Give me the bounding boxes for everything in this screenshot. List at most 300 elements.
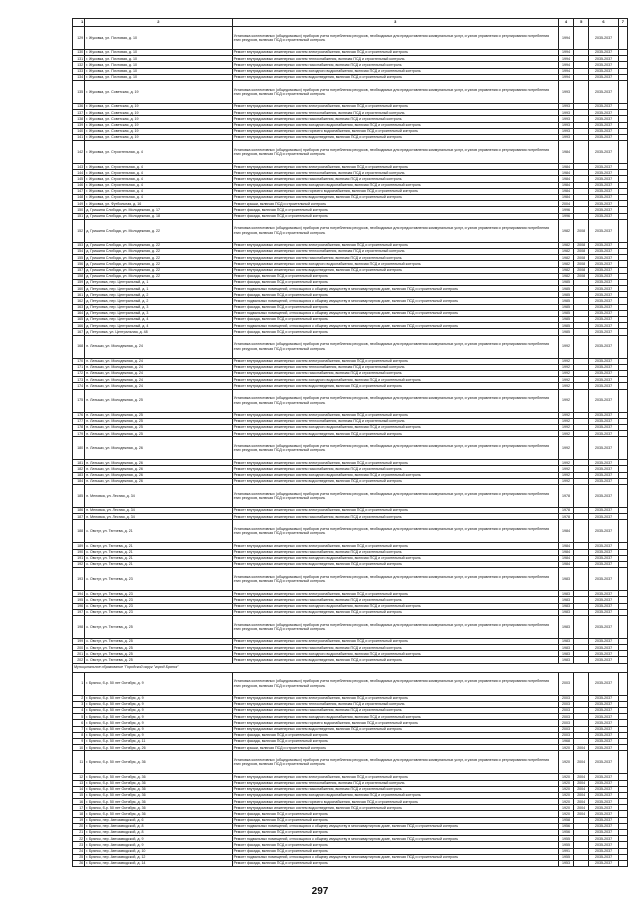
planned-period-cell: 2035-2037 [589, 786, 618, 792]
address-cell: п. Латыши, ул. Молодежная, д. 24 [85, 370, 232, 376]
work-type-cell: Ремонт внутридомовых инженерных систем водоотведения, включая ПСД и строительный контроль [232, 431, 558, 437]
work-type-cell: Ремонт фасада, включая ПСД и строительный контроль [232, 213, 558, 219]
planned-period-cell: 2035-2037 [589, 848, 618, 854]
address-cell: г. Жуковка, ул. Советская, д. 19 [85, 122, 232, 128]
work-type-cell: Ремонт внутридомовых инженерных систем электроснабжения, включая ПСД и строительный контроль [232, 103, 558, 109]
commission-year-cell: 1992 [558, 335, 573, 358]
work-type-cell: Ремонт крыши, включая ПСД и строительный контроль [232, 201, 558, 207]
planned-period-cell: 2035-2037 [589, 358, 618, 364]
commission-year-cell: 1983 [558, 591, 573, 597]
commission-year-cell: 1984 [558, 549, 573, 555]
commission-year-cell: 1920 [558, 811, 573, 817]
overhaul-year-cell [574, 860, 589, 866]
table-row [73, 568, 628, 591]
planned-period-cell: 2035-2037 [589, 466, 618, 472]
row-number-cell: 197 [73, 609, 85, 615]
row-number-cell: 6 [73, 720, 85, 726]
row-number-cell: 194 [73, 591, 85, 597]
work-type-cell: Ремонт внутридомовых инженерных систем холодного водоснабжения, включая ПСД и строительный контроль [232, 122, 558, 128]
planned-period-cell: 2035-2037 [589, 609, 618, 615]
row-number-cell: 137 [73, 110, 85, 116]
row-number-cell: 144 [73, 170, 85, 176]
commission-year-cell: 1985 [558, 286, 573, 292]
table-row [73, 80, 628, 103]
empty-cell [618, 141, 627, 164]
address-cell: г. Брянск, б-р. 50 лет Октября, д. 36 [85, 751, 232, 774]
overhaul-year-cell [574, 568, 589, 591]
overhaul-year-cell [574, 437, 589, 460]
row-number-cell: 132 [73, 62, 85, 68]
row-number-cell: 164 [73, 310, 85, 316]
work-type-cell: Ремонт внутридомовых инженерных систем теплоснабжения, включая ПСД и строительный контроль [232, 170, 558, 176]
commission-year-cell: 1985 [558, 329, 573, 335]
overhaul-year-cell: 2004 [574, 780, 589, 786]
planned-period-cell: 2035-2037 [589, 335, 618, 358]
work-type-cell: Ремонт внутридомовых инженерных систем газоснабжения, включая ПСД и строительный контроль [232, 370, 558, 376]
address-cell: г. Брянск, пер. Автозаводской, д. 6 [85, 817, 232, 823]
work-type-cell: Ремонт подвальных помещений, относящихся к общему имуществу в многоквартирном доме, включая ПСД и строительный контроль [232, 286, 558, 292]
commission-year-cell: 2003 [558, 726, 573, 732]
commission-year-cell: 1996 [558, 213, 573, 219]
planned-period-cell: 2035-2037 [589, 555, 618, 561]
address-cell: д. Гришина Слобода, ул. Молодежная, д. 22 [85, 242, 232, 248]
commission-year-cell: 1982 [558, 248, 573, 254]
planned-period-cell: 2035-2037 [589, 304, 618, 310]
planned-period-cell: 2035-2037 [589, 182, 618, 188]
work-type-cell: Ремонт фасада, включая ПСД и строительный контроль [232, 830, 558, 836]
commission-year-cell: 1996 [558, 207, 573, 213]
planned-period-cell: 2035-2037 [589, 799, 618, 805]
commission-year-cell: 1992 [558, 460, 573, 466]
overhaul-year-cell: 2008 [574, 242, 589, 248]
commission-year-cell: 1992 [558, 377, 573, 383]
work-type-cell: Ремонт внутридомовых инженерных систем электроснабжения, включая ПСД и строительный контроль [232, 412, 558, 418]
planned-period-cell: 2035-2037 [589, 860, 618, 866]
address-cell: д. Гришина Слобода, ул. Молодежная, д. 22 [85, 261, 232, 267]
overhaul-year-cell [574, 389, 589, 412]
row-number-cell: 175 [73, 389, 85, 412]
work-type-cell: Ремонт внутридомовых инженерных систем холодного водоснабжения, включая ПСД и строительный контроль [232, 68, 558, 74]
empty-cell [618, 335, 627, 358]
overhaul-year-cell [574, 141, 589, 164]
address-cell: п. Латыши, ул. Молодежная, д. 24 [85, 377, 232, 383]
planned-period-cell: 2035-2037 [589, 603, 618, 609]
work-type-cell: Ремонт внутридомовых инженерных систем горячего водоснабжения, включая ПСД и строительный контроль [232, 799, 558, 805]
row-number-cell: 156 [73, 261, 85, 267]
planned-period-cell: 2035-2037 [589, 255, 618, 261]
planned-period-cell: 2035-2037 [589, 472, 618, 478]
address-cell: д. Петуховка, пер. Центральный, д. 3 [85, 304, 232, 310]
planned-period-cell: 2035-2037 [589, 412, 618, 418]
work-type-cell: Ремонт внутридомовых инженерных систем электроснабжения, включая ПСД и строительный контроль [232, 358, 558, 364]
planned-period-cell: 2035-2037 [589, 561, 618, 567]
planned-period-cell: 2035-2037 [589, 842, 618, 848]
table-row [73, 860, 628, 866]
work-type-cell: Ремонт внутридомовых инженерных систем холодного водоснабжения, включая ПСД и строительный контроль [232, 261, 558, 267]
address-cell: п. Латыши, ул. Молодежная, д. 24 [85, 383, 232, 389]
row-number-cell: 21 [73, 830, 85, 836]
work-type-cell: Установка коллективных (общедомовых) приборов учета потребления ресурсов, необходимых для предоставления коммунальных услуг, и узлов управления и регулирования потребления этих ресурсов, включая ПСД и строительный контроль [232, 219, 558, 242]
planned-period-cell: 2035-2037 [589, 103, 618, 109]
address-cell: с. Овстуг, ул. Тютчева, д. 25 [85, 657, 232, 663]
commission-year-cell: 1994 [558, 62, 573, 68]
work-type-cell: Ремонт внутридомовых инженерных систем электроснабжения, включая ПСД и строительный контроль [232, 774, 558, 780]
address-cell: с. Овстуг, ул. Тютчева, д. 21 [85, 561, 232, 567]
work-type-cell: Установка коллективных (общедомовых) приборов учета потребления ресурсов, необходимых для предоставления коммунальных услуг, и узлов управления и регулирования потребления этих ресурсов, включая ПСД и строительный контроль [232, 335, 558, 358]
address-cell: г. Жуковка, ул. Советская, д. 19 [85, 103, 232, 109]
planned-period-cell: 2035-2037 [589, 273, 618, 279]
row-number-cell: 173 [73, 377, 85, 383]
row-number-cell: 154 [73, 248, 85, 254]
work-type-cell: Ремонт внутридомовых инженерных систем холодного водоснабжения, включая ПСД и строительный контроль [232, 603, 558, 609]
work-type-cell: Ремонт внутридомовых инженерных систем водоотведения, включая ПСД и строительный контроль [232, 383, 558, 389]
address-cell: г. Жуковка, ул. Советская, д. 19 [85, 116, 232, 122]
overhaul-year-cell [574, 335, 589, 358]
planned-period-cell: 2035-2037 [589, 248, 618, 254]
commission-year-cell: 1982 [558, 261, 573, 267]
planned-period-cell: 2035-2037 [589, 383, 618, 389]
commission-year-cell: 2003 [558, 695, 573, 701]
row-number-cell: 165 [73, 317, 85, 323]
planned-period-cell: 2035-2037 [589, 27, 618, 50]
work-type-cell: Ремонт внутридомовых инженерных систем холодного водоснабжения, включая ПСД и строительный контроль [232, 651, 558, 657]
planned-period-cell: 2035-2037 [589, 651, 618, 657]
address-cell: д. Гришина Слобода, ул. Молодежная, д. 22 [85, 255, 232, 261]
commission-year-cell: 1992 [558, 472, 573, 478]
address-cell: г. Брянск, б-р. 50 лет Октября, д. 36 [85, 774, 232, 780]
address-cell: п. Латыши, ул. Молодежная, д. 26 [85, 460, 232, 466]
empty-cell [618, 751, 627, 774]
address-cell: г. Жуковка, ул. Почтовая, д. 10 [85, 27, 232, 50]
address-cell: г. Жуковка, ул. Почтовая, д. 10 [85, 68, 232, 74]
commission-year-cell: 1993 [558, 103, 573, 109]
planned-period-cell: 2035-2037 [589, 122, 618, 128]
commission-year-cell: 1993 [558, 122, 573, 128]
address-cell: г. Жуковка, ул. Почтовая, д. 10 [85, 50, 232, 56]
table-row [73, 751, 628, 774]
commission-year-cell: 1956 [558, 830, 573, 836]
work-type-cell: Установка коллективных (общедомовых) приборов учета потребления ресурсов, необходимых для предоставления коммунальных услуг, и узлов управления и регулирования потребления этих ресурсов, включая ПСД и строительный контроль [232, 615, 558, 638]
row-number-cell: 151 [73, 213, 85, 219]
planned-period-cell: 2035-2037 [589, 854, 618, 860]
planned-period-cell: 2035-2037 [589, 708, 618, 714]
row-number-cell: 168 [73, 335, 85, 358]
planned-period-cell: 2035-2037 [589, 110, 618, 116]
planned-period-cell: 2035-2037 [589, 460, 618, 466]
row-number-cell: 18 [73, 811, 85, 817]
commission-year-cell: 1985 [558, 279, 573, 285]
row-number-cell: 155 [73, 255, 85, 261]
work-type-cell: Ремонт внутридомовых инженерных систем электроснабжения, включая ПСД и строительный контроль [232, 543, 558, 549]
row-number-cell: 198 [73, 615, 85, 638]
row-number-cell: 140 [73, 128, 85, 134]
address-cell: с. Овстуг, ул. Тютчева, д. 23 [85, 603, 232, 609]
capital-repair-table [72, 18, 628, 867]
commission-year-cell: 1994 [558, 27, 573, 50]
commission-year-cell: 1985 [558, 323, 573, 329]
address-cell: с. Овстуг, ул. Тютчева, д. 25 [85, 615, 232, 638]
address-cell: г. Брянск, пер. Автозаводской, д. 8 [85, 830, 232, 836]
address-cell: п. Меловка, ул. Лесная, д. 34 [85, 485, 232, 508]
commission-year-cell: 1982 [558, 267, 573, 273]
commission-year-cell: 1978 [558, 514, 573, 520]
row-number-cell: 142 [73, 141, 85, 164]
overhaul-year-cell: 2008 [574, 248, 589, 254]
planned-period-cell: 2035-2037 [589, 116, 618, 122]
planned-period-cell: 2035-2037 [589, 74, 618, 80]
overhaul-year-cell: 2008 [574, 219, 589, 242]
work-type-cell: Ремонт внутридомовых инженерных систем газоснабжения, включая ПСД и строительный контроль [232, 549, 558, 555]
table-row [73, 389, 628, 412]
commission-year-cell: 1920 [558, 751, 573, 774]
address-cell: г. Жуковка, ул. Почтовая, д. 10 [85, 62, 232, 68]
commission-year-cell: 1991 [558, 848, 573, 854]
commission-year-cell: 1983 [558, 609, 573, 615]
planned-period-cell: 2035-2037 [589, 751, 618, 774]
commission-year-cell: 1978 [558, 508, 573, 514]
commission-year-cell: 1992 [558, 466, 573, 472]
empty-cell [618, 860, 627, 866]
planned-period-cell: 2035-2037 [589, 695, 618, 701]
planned-period-cell: 2035-2037 [589, 286, 618, 292]
planned-period-cell: 2035-2037 [589, 213, 618, 219]
work-type-cell: Установка коллективных (общедомовых) приборов учета потребления ресурсов, необходимых для предоставления коммунальных услуг, и узлов управления и регулирования потребления этих ресурсов, включая ПСД и строительный контроль [232, 520, 558, 543]
commission-year-cell: 1992 [558, 389, 573, 412]
work-type-cell: Ремонт внутридомовых инженерных систем холодного водоснабжения, включая ПСД и строительный контроль [232, 792, 558, 798]
planned-period-cell: 2035-2037 [589, 418, 618, 424]
commission-year-cell: 1985 [558, 310, 573, 316]
work-type-cell: Ремонт фасада, включая ПСД и строительный контроль [232, 279, 558, 285]
address-cell: г. Жуковка, ул. Строительная, д. 4 [85, 164, 232, 170]
commission-year-cell: 1984 [558, 176, 573, 182]
row-number-cell: 13 [73, 780, 85, 786]
row-number-cell: 187 [73, 514, 85, 520]
overhaul-year-cell [574, 520, 589, 543]
commission-year-cell: 1992 [558, 383, 573, 389]
row-number-cell: 176 [73, 412, 85, 418]
commission-year-cell: 1992 [558, 431, 573, 437]
work-type-cell: Ремонт внутридомовых инженерных систем электроснабжения, включая ПСД и строительный контроль [232, 638, 558, 644]
row-number-cell: 159 [73, 279, 85, 285]
column-header: 5 [574, 19, 589, 27]
row-number-cell: 148 [73, 195, 85, 201]
commission-year-cell: 1992 [558, 418, 573, 424]
planned-period-cell: 2035-2037 [589, 323, 618, 329]
work-type-cell: Ремонт внутридомовых инженерных систем газоснабжения, включая ПСД и строительный контроль [232, 514, 558, 520]
planned-period-cell: 2035-2037 [589, 549, 618, 555]
row-number-cell: 131 [73, 56, 85, 62]
table-row [73, 485, 628, 508]
row-number-cell: 11 [73, 751, 85, 774]
overhaul-year-cell: 2004 [574, 751, 589, 774]
address-cell: г. Брянск, б-р. 50 лет Октября, д. 9 [85, 701, 232, 707]
work-type-cell: Ремонт фасада, включая ПСД и строительный контроль [232, 317, 558, 323]
work-type-cell: Ремонт внутридомовых инженерных систем газоснабжения, включая ПСД и строительный контроль [232, 466, 558, 472]
row-number-cell: 149 [73, 201, 85, 207]
row-number-cell: 170 [73, 358, 85, 364]
section-header-row [73, 663, 628, 672]
empty-cell [618, 80, 627, 103]
row-number-cell: 152 [73, 219, 85, 242]
planned-period-cell: 2035-2037 [589, 720, 618, 726]
work-type-cell: Ремонт внутридомовых инженерных систем теплоснабжения, включая ПСД и строительный контроль [232, 701, 558, 707]
row-number-cell: 160 [73, 286, 85, 292]
planned-period-cell: 2035-2037 [589, 638, 618, 644]
work-type-cell: Ремонт внутридомовых инженерных систем горячего водоснабжения, включая ПСД и строительный контроль [232, 720, 558, 726]
commission-year-cell: 1982 [558, 255, 573, 261]
row-number-cell: 196 [73, 603, 85, 609]
overhaul-year-cell: 2004 [574, 774, 589, 780]
address-cell: г. Брянск, б-р. 50 лет Октября, д. 26 [85, 745, 232, 751]
address-cell: д. Гришина Слобода, ул. Молодежная, д. 22 [85, 273, 232, 279]
row-number-cell: 201 [73, 651, 85, 657]
commission-year-cell: 1982 [558, 273, 573, 279]
row-number-cell: 150 [73, 207, 85, 213]
planned-period-cell: 2035-2037 [589, 298, 618, 304]
overhaul-year-cell: 2008 [574, 267, 589, 273]
commission-year-cell: 1992 [558, 424, 573, 430]
row-number-cell: 12 [73, 774, 85, 780]
work-type-cell: Ремонт внутридомовых инженерных систем водоотведения, включая ПСД и строительный контроль [232, 657, 558, 663]
work-type-cell: Ремонт внутридомовых инженерных систем теплоснабжения, включая ПСД и строительный контроль [232, 56, 558, 62]
overhaul-year-cell: 2004 [574, 792, 589, 798]
register-sheet [72, 18, 628, 867]
address-cell: г. Брянск, пер. Автозаводской, д. 8 [85, 823, 232, 829]
table-row [73, 335, 628, 358]
commission-year-cell: 1992 [558, 412, 573, 418]
row-number-cell: 8 [73, 732, 85, 738]
commission-year-cell: 1978 [558, 485, 573, 508]
row-number-cell: 15 [73, 792, 85, 798]
work-type-cell: Ремонт внутридомовых инженерных систем газоснабжения, включая ПСД и строительный контроль [232, 708, 558, 714]
planned-period-cell: 2035-2037 [589, 170, 618, 176]
row-number-cell: 23 [73, 842, 85, 848]
address-cell: с. Овстуг, ул. Тютчева, д. 21 [85, 543, 232, 549]
commission-year-cell: 1920 [558, 745, 573, 751]
planned-period-cell: 2035-2037 [589, 176, 618, 182]
column-header: 4 [558, 19, 573, 27]
address-cell: д. Петуховка, ул. Центральная, д. 48 [85, 329, 232, 335]
row-number-cell: 10 [73, 745, 85, 751]
overhaul-year-cell: 2008 [574, 261, 589, 267]
address-cell: п. Латыши, ул. Молодежная, д. 26 [85, 437, 232, 460]
work-type-cell: Ремонт фасада, включая ПСД и строительный контроль [232, 304, 558, 310]
work-type-cell: Установка коллективных (общедомовых) приборов учета потребления ресурсов, необходимых для предоставления коммунальных услуг, и узлов управления и регулирования потребления этих ресурсов, включая ПСД и строительный контроль [232, 141, 558, 164]
work-type-cell: Ремонт внутридомовых инженерных систем горячего водоснабжения, включая ПСД и строительный контроль [232, 128, 558, 134]
commission-year-cell: 1993 [558, 80, 573, 103]
address-cell: п. Латыши, ул. Молодежная, д. 26 [85, 478, 232, 484]
work-type-cell: Ремонт внутридомовых инженерных систем водоотведения, включая ПСД и строительный контроль [232, 561, 558, 567]
work-type-cell: Ремонт внутридомовых инженерных систем электроснабжения, включая ПСД и строительный контроль [232, 164, 558, 170]
address-cell: г. Жуковка, ул. Почтовая, д. 10 [85, 74, 232, 80]
address-cell: д. Петуховка, пер. Центральный, д. 2 [85, 298, 232, 304]
planned-period-cell: 2035-2037 [589, 389, 618, 412]
planned-period-cell: 2035-2037 [589, 317, 618, 323]
planned-period-cell: 2035-2037 [589, 68, 618, 74]
commission-year-cell: 1984 [558, 195, 573, 201]
row-number-cell: 186 [73, 508, 85, 514]
row-number-cell: 192 [73, 561, 85, 567]
planned-period-cell: 2035-2037 [589, 329, 618, 335]
commission-year-cell: 1955 [558, 836, 573, 842]
address-cell: г. Брянск, б-р. 50 лет Октября, д. 9 [85, 732, 232, 738]
planned-period-cell: 2035-2037 [589, 823, 618, 829]
row-number-cell: 9 [73, 738, 85, 744]
overhaul-year-cell: 2004 [574, 811, 589, 817]
row-number-cell: 199 [73, 638, 85, 644]
empty-cell [618, 27, 627, 50]
address-cell: г. Брянск, б-р. 50 лет Октября, д. 36 [85, 786, 232, 792]
commission-year-cell: 1955 [558, 854, 573, 860]
commission-year-cell: 1920 [558, 792, 573, 798]
column-header: 3 [232, 19, 558, 27]
commission-year-cell: 1985 [558, 304, 573, 310]
commission-year-cell: 1984 [558, 182, 573, 188]
overhaul-year-cell [574, 615, 589, 638]
address-cell: г. Брянск, б-р. 50 лет Октября, д. 9 [85, 695, 232, 701]
table-row [73, 27, 628, 50]
overhaul-year-cell: 2008 [574, 255, 589, 261]
planned-period-cell: 2035-2037 [589, 50, 618, 56]
planned-period-cell: 2035-2037 [589, 207, 618, 213]
work-type-cell: Ремонт внутридомовых инженерных систем электроснабжения, включая ПСД и строительный контроль [232, 508, 558, 514]
address-cell: г. Жуковка, ул. Строительная, д. 4 [85, 182, 232, 188]
work-type-cell: Ремонт внутридомовых инженерных систем водоотведения, включая ПСД и строительный контроль [232, 478, 558, 484]
address-cell: г. Брянск, б-р. 50 лет Октября, д. 9 [85, 672, 232, 695]
row-number-cell: 143 [73, 164, 85, 170]
planned-period-cell: 2035-2037 [589, 164, 618, 170]
work-type-cell: Ремонт внутридомовых инженерных систем теплоснабжения, включая ПСД и строительный контроль [232, 780, 558, 786]
address-cell: д. Гришина Слобода, ул. Молодежная, д. 17 [85, 207, 232, 213]
address-cell: п. Латыши, ул. Молодежная, д. 25 [85, 412, 232, 418]
commission-year-cell: 2003 [558, 701, 573, 707]
address-cell: г. Брянск, б-р. 50 лет Октября, д. 36 [85, 780, 232, 786]
row-number-cell: 193 [73, 568, 85, 591]
address-cell: п. Латыши, ул. Молодежная, д. 26 [85, 466, 232, 472]
planned-period-cell: 2035-2037 [589, 195, 618, 201]
row-number-cell: 171 [73, 364, 85, 370]
commission-year-cell: 1984 [558, 543, 573, 549]
commission-year-cell: 1992 [558, 478, 573, 484]
planned-period-cell: 2035-2037 [589, 134, 618, 140]
work-type-cell: Ремонт фасада, включая ПСД и строительный контроль [232, 738, 558, 744]
overhaul-year-cell: 2004 [574, 799, 589, 805]
work-type-cell: Ремонт внутридомовых инженерных систем холодного водоснабжения, включая ПСД и строительный контроль [232, 182, 558, 188]
commission-year-cell: 1992 [558, 358, 573, 364]
work-type-cell: Ремонт фасада, включая ПСД и строительный контроль [232, 273, 558, 279]
overhaul-year-cell [574, 80, 589, 103]
commission-year-cell: 1982 [558, 219, 573, 242]
column-header: 2 [85, 19, 232, 27]
planned-period-cell: 2035-2037 [589, 732, 618, 738]
planned-period-cell: 2035-2037 [589, 836, 618, 842]
address-cell: с. Овстуг, ул. Тютчева, д. 25 [85, 645, 232, 651]
address-cell: г. Брянск, б-р. 50 лет Октября, д. 9 [85, 714, 232, 720]
planned-period-cell: 2035-2037 [589, 811, 618, 817]
row-number-cell: 7 [73, 726, 85, 732]
work-type-cell: Ремонт внутридомовых инженерных систем газоснабжения, включая ПСД и строительный контроль [232, 645, 558, 651]
commission-year-cell: 1985 [558, 292, 573, 298]
address-cell: с. Овстуг, ул. Тютчева, д. 23 [85, 568, 232, 591]
row-number-cell: 191 [73, 555, 85, 561]
work-type-cell: Ремонт внутридомовых инженерных систем газоснабжения, включая ПСД и строительный контроль [232, 786, 558, 792]
work-type-cell: Ремонт внутридомовых инженерных систем электроснабжения, включая ПСД и строительный контроль [232, 50, 558, 56]
row-number-cell: 188 [73, 520, 85, 543]
row-number-cell: 172 [73, 370, 85, 376]
address-cell: г. Жуковка, ул. Советская, д. 19 [85, 134, 232, 140]
work-type-cell: Ремонт внутридомовых инженерных систем газоснабжения, включая ПСД и строительный контроль [232, 597, 558, 603]
planned-period-cell: 2035-2037 [589, 568, 618, 591]
